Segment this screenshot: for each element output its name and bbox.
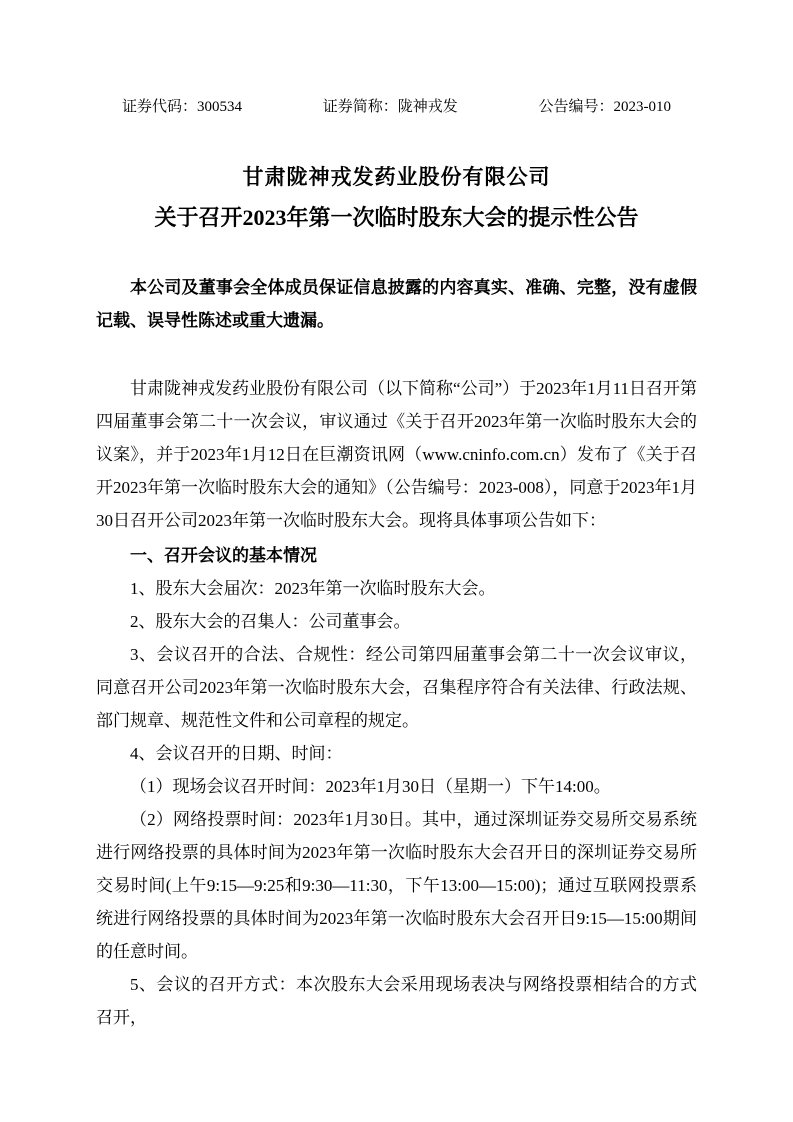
document-body — [96, 271, 697, 1034]
section-heading-basic-info: 一、召开会议的基本情况 — [130, 546, 317, 565]
list-item-date-time: 4、会议召开的日期、时间： — [130, 744, 343, 763]
list-item-meeting-method: 5、会议的召开方式：本次股东大会采用现场表决与网络投票相结合的方式召开， — [96, 975, 697, 1027]
list-item-onsite-time: （1）现场会议召开时间：2023年1月30日（星期一）下午14:00。 — [130, 777, 611, 796]
page-subtitle: 关于召开2023年第一次临时股东大会的提示性公告 — [154, 205, 639, 230]
intro-paragraph: 甘肃陇神戎发药业股份有限公司（以下简称“公司”）于2023年1月11日召开第四届董事会第二十一次会议，审议通过《关于召开2023年第一次临时股东大会的议案》，并于2023年1月12日在巨潮资讯网（www.cninfo.com.cn）发布了《关于召开2023年第一次临时股东大会的通知》（公告编号：2023-008），同意于2023年1月30日召开公司2023年第一次临时股东大会。现将具体事项公告如下： — [96, 379, 697, 530]
disclaimer-paragraph: 本公司及董事会全体成员保证信息披露的内容真实、准确、完整，没有虚假记载、误导性陈述或重大遗漏。 — [96, 278, 697, 330]
announcement-number: 公告编号：2023-010 — [538, 99, 671, 115]
stock-code: 证券代码：300534 — [122, 99, 243, 115]
stock-name: 证券简称：陇神戎发 — [322, 99, 458, 115]
list-item-session: 1、股东大会届次：2023年第一次临时股东大会。 — [130, 579, 496, 598]
document-header — [96, 97, 697, 117]
page-title: 甘肃陇神戎发药业股份有限公司 — [242, 165, 551, 189]
list-item-legality: 3、会议召开的合法、合规性：经公司第四届董事会第二十一次会议审议，同意召开公司2023年第一次临时股东大会，召集程序符合有关法律、行政法规、部门规章、规范性文件和公司章程的规定。 — [96, 645, 697, 730]
list-item-online-voting-time: （2）网络投票时间：2023年1月30日。其中，通过深圳证券交易所交易系统进行网络投票的具体时间为2023年第一次临时股东大会召开日的深圳证券交易所交易时间(上午9:15—9:25和9:30—11:30，下午13:00—15:00)；通过互联网投票系统进行网络投票的具体时间为2023年第一次临时股东大会召开日9:15—15:00期间的任意时间。 — [96, 810, 697, 961]
list-item-convener: 2、股东大会的召集人：公司董事会。 — [130, 612, 411, 631]
